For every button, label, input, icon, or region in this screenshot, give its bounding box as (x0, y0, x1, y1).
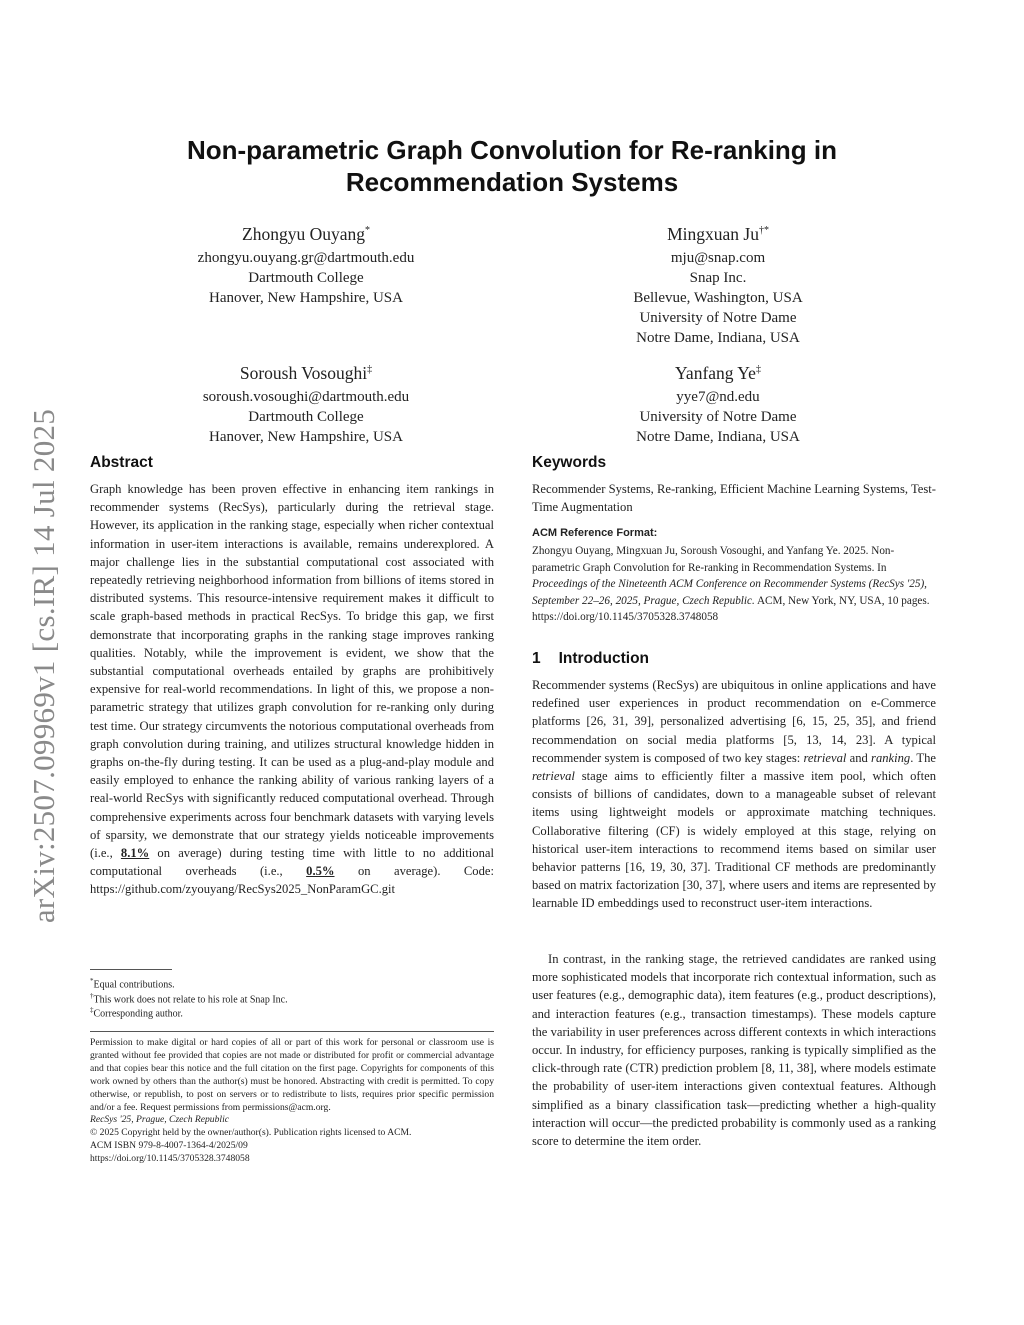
abstract-heading: Abstract (90, 454, 153, 471)
author-name: Soroush Vosoughi (239, 362, 368, 383)
author-name: Mingxuan Ju (667, 223, 759, 244)
footnote-mark: ‡ (90, 1006, 94, 1014)
keywords-text: Recommender Systems, Re-ranking, Efficient Machine Learning Systems, Test-Time Augmentation (532, 482, 936, 515)
author-email: mju@snap.com (670, 249, 766, 266)
author-location: Bellevue, Washington, USA (633, 289, 803, 306)
isbn-line: ACM ISBN 979-8-4007-1364-4/2025/09 (90, 1140, 248, 1152)
term-retrieval: retrieval (803, 750, 847, 765)
improvement-value: 8.1% (120, 846, 150, 861)
paper-title: Non-parametric Graph Convolution for Re-ranking in Recommendation Systems (186, 135, 838, 197)
permission-text: Permission to make digital or hard copies of all or part of this work for personal or classroom use is granted without fee provided that copies are not made or distributed for profit or commercial advantage and that copies bear this notice and the full citation on the first page. Copyrights for components of this work owned by others than the author(s) must be honored. Abstracting with credit is permitted. To copy otherwise, or republish, to post on servers or to redistribute to lists, requires prior specific permission and/or a fee. Request permissions from permissions@acm.org. (90, 1037, 494, 1113)
acm-reference-venue: Proceedings of the Nineteenth ACM Conference on Recommender Systems (RecSys '25), September 22–26, 2025, Prague, Czech Republic. (532, 578, 927, 607)
author-affiliation: University of Notre Dame (639, 408, 797, 425)
footnote (90, 1003, 494, 1021)
conference-line: RecSys '25, Prague, Czech Republic (90, 1114, 229, 1126)
author-affiliation: Dartmouth College (248, 408, 364, 425)
author-name: Yanfang Ye (675, 362, 756, 383)
author-block (562, 358, 874, 447)
abstract-body: Graph knowledge has been proven effective in enhancing item rankings in recommender systems (RecSys), particularly during the retrieval stage. However, its application in the ranking stage, especially when richer contextual information in user-item interactions is available, remains underexplored. A major challenge lies in the substantial computational cost associated with repeatedly retrieving neighborhood information from billions of items stored in distributed systems. This resource-intensive requirement makes it difficult to scale graph-based methods in practical RecSys. To bridge this gap, we first demonstrate that incorporating graphs in the ranking stage improves ranking qualities. Notably, while the improvement is evident, we show that the substantial computational overheads entailed by graphs are prohibitively expensive for real-world recommendations. In light of this, we propose a non-parametric strategy that utilizes graph convolution for re-ranking only during test time. Our strategy circumvents the notorious computational overheads from graph convolution during training, and utilizes structural knowledge hidden in graphs on-the-fly during testing. It can be used as a plug-and-play module and easily employed to enhance the ranking ability of various ranking layers of a real-world RecSys with significantly reduced computational overhead. Through comprehensive experiments across four benchmark datasets with varying levels of sparsity, we demonstrate that our strategy yields noticeable improvements (i.e., (90, 482, 494, 861)
overhead-value: 0.5% (306, 864, 335, 879)
abstract-body: on average). Code: https://github.com/zyouyang/RecSys2025_NonParamGC.git (90, 864, 494, 897)
author-block (562, 219, 874, 348)
abstract-text (90, 480, 494, 899)
author-email: soroush.vosoughi@dartmouth.edu (202, 388, 410, 405)
keywords-heading: Keywords (532, 454, 607, 471)
acm-reference-body: Zhongyu Ouyang, Mingxuan Ju, Soroush Vosoughi, and Yanfang Ye. 2025. Non-parametric Graph Convolution for Re-ranking in Recommendation Systems. In (532, 545, 895, 574)
copyright-line: © 2025 Copyright held by the owner/author(s). Publication rights licensed to ACM. (90, 1127, 412, 1139)
intro-text: Recommender systems (RecSys) are ubiquitous in online applications and have redefined user experiences in product recommendation on e-Commerce platforms [26, 31, 39], personalized advertising [6, 15, 25, 35], and friend recommendation on social media platforms [5, 13, 14, 23]. A typical recommender system is composed of two key stages: (532, 678, 936, 765)
footnote-text: This work does not relate to his role at Snap Inc. (93, 994, 288, 1006)
acm-reference-text (532, 543, 936, 626)
section-title: Introduction (558, 650, 650, 667)
intro-paragraph: In contrast, in the ranking stage, the retrieved candidates are ranked using more sophisticated models that incorporate rich contextual information, such as user features (e.g., demographic data), item features (e.g., product descriptions), and interaction features (e.g., transaction timestamps). These models capture the variability in user preferences across different contexts in which interactions occur. In industry, for efficiency purposes, ranking is typically simplified as the click-through rate (CTR) prediction problem [8, 11, 38], where models estimate the probability of user-item interactions given contextual features. Although simplified as a binary classification task—predicting whether a high-quality interaction will occur—the predicted probability is commonly used as a ranking score to determine the item order. (532, 952, 936, 1149)
author-affiliation: Snap Inc. (689, 269, 747, 286)
author-location: Notre Dame, Indiana, USA (636, 329, 800, 346)
section-number: 1 (532, 650, 541, 667)
author-block (150, 219, 462, 308)
author-location: Hanover, New Hampshire, USA (209, 289, 403, 306)
arxiv-id: arXiv:2507.09969v1 [cs.IR] 14 Jul 2025 (26, 408, 61, 924)
intro-text: stage aims to efficiently filter a massive item pool, which often consists of billions of candidates, down to a manageable subset of relevant items using lightweight models or approximate matching techniques. Collaborative filtering (CF) is widely employed at this stage, relying on historical user-item interactions to recommend items based on similar user behavior patterns [16, 19, 30, 37]. Traditional CF methods are predominantly based on matrix factorization [30, 37], where users and items are represented by learnable ID embeddings used to reconstruct user-item interactions. (532, 769, 936, 911)
author-mark: ‡ (755, 364, 761, 375)
author-affiliation: Dartmouth College (248, 269, 364, 286)
author-location: Hanover, New Hampshire, USA (209, 428, 403, 445)
author-location: Notre Dame, Indiana, USA (636, 428, 800, 445)
arxiv-watermark (6, 386, 82, 946)
author-name: Zhongyu Ouyang (242, 223, 365, 244)
permission-notice (90, 1037, 494, 1166)
acm-reference-body: ACM, New York, NY, USA, 10 pages. https://doi.org/10.1145/3705328.3748058 (532, 594, 930, 624)
abstract-body: on average) during testing time with little to no additional computational overheads (i.e., (90, 846, 494, 879)
author-email: zhongyu.ouyang.gr@dartmouth.edu (197, 249, 415, 266)
author-email: yye7@nd.edu (676, 388, 760, 405)
term-retrieval: retrieval (532, 769, 575, 784)
intro-text: and (846, 750, 872, 765)
author-mark: * (364, 225, 370, 236)
intro-text: . The (910, 750, 936, 765)
footnote-mark: * (90, 977, 94, 985)
author-mark: †* (758, 225, 769, 236)
author-affiliation: University of Notre Dame (639, 309, 797, 326)
introduction-heading (532, 650, 649, 668)
author-block (150, 358, 462, 447)
doi-line: https://doi.org/10.1145/3705328.3748058 (90, 1153, 250, 1165)
footnote-text: Corresponding author. (93, 1008, 183, 1020)
permission-divider (90, 1031, 494, 1032)
term-ranking: ranking (871, 750, 911, 765)
footnote-divider (90, 969, 172, 970)
intro-paragraph (532, 676, 936, 913)
footnote-text: Equal contributions. (93, 979, 175, 991)
acm-reference-heading: ACM Reference Format: (532, 527, 658, 539)
footnote-mark: † (90, 992, 94, 1000)
author-mark: ‡ (367, 364, 373, 375)
